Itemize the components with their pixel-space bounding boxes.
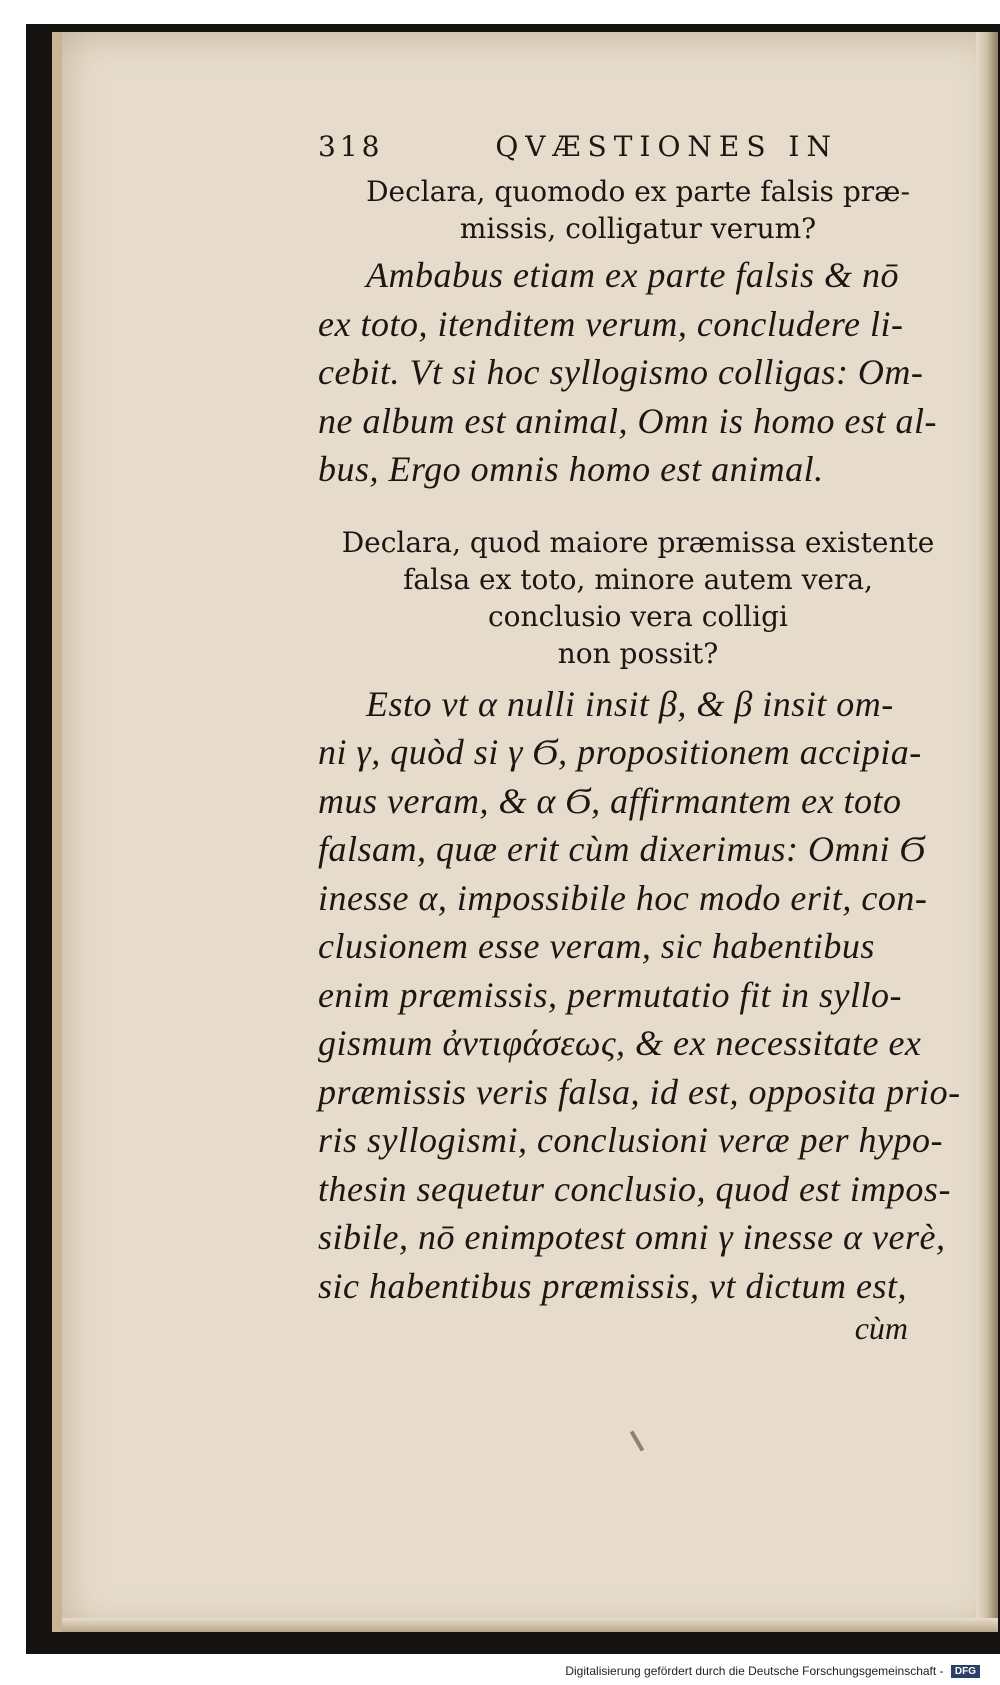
section2-heading <box>318 524 958 672</box>
body-line: sibile, nō enimpotest omni γ inesse α verè, <box>318 1217 946 1257</box>
page-edge-right <box>976 32 998 1632</box>
body-line: Esto vt α nulli insit β, & β insit om- <box>366 683 894 724</box>
body-line: cebit. Vt si hoc syllogismo colligas: Om- <box>318 352 924 392</box>
section1-heading <box>318 173 958 247</box>
body-line: ex toto, itenditem verum, concludere li- <box>318 303 904 344</box>
body-line: ni γ, quòd si γ Ϭ, propositionem accipia- <box>318 732 922 772</box>
running-title: QVÆSTIONES IN <box>495 130 838 163</box>
heading-line: conclusio vera colligi <box>488 599 788 633</box>
catchword: cùm <box>854 1310 908 1346</box>
body-line: mus veram, & α Ϭ, affirmantem ex toto <box>318 780 902 821</box>
body-line: falsam, quæ erit cùm dixerimus: Omni Ϭ <box>318 829 926 869</box>
section2-body <box>318 680 961 1311</box>
body-line: ne album est animal, Omn is homo est al- <box>318 400 937 441</box>
body-line: bus, Ergo omnis homo est animal. <box>318 449 824 489</box>
body-line: thesin sequetur conclusio, quod est impos- <box>318 1168 951 1209</box>
heading-line: Declara, quomodo ex parte falsis præ- <box>366 175 910 208</box>
body-line: inesse α, impossibile hoc modo erit, con- <box>318 877 928 918</box>
running-head <box>318 130 838 163</box>
section1-body <box>318 251 958 494</box>
page-edge-bottom <box>62 1618 998 1632</box>
body-line: clusionem esse veram, sic habentibus <box>318 926 875 966</box>
body-line: præmissis veris falsa, id est, opposita prio- <box>318 1071 961 1112</box>
heading-line: non possit? <box>557 636 719 670</box>
credit-text: Digitalisierung gefördert durch die Deutsche Forschungsgemeinschaft - <box>565 1664 944 1678</box>
page-number: 318 <box>318 130 384 163</box>
page-text <box>318 130 961 1347</box>
body-line: enim præmissis, permutatio fit in syllo- <box>318 974 903 1015</box>
body-line: ris syllogismi, conclusioni veræ per hypo- <box>318 1120 943 1160</box>
body-line: Ambabus etiam ex parte falsis & nō <box>366 255 899 295</box>
heading-line: missis, colligatur verum? <box>459 212 817 245</box>
body-line: gismum ἀντιφάσεως, & ex necessitate ex <box>318 1023 922 1063</box>
heading-line: falsa ex toto, minore autem vera, <box>403 562 873 596</box>
footer-credit <box>560 1664 980 1678</box>
dfg-logo: DFG <box>951 1665 980 1678</box>
heading-line: Declara, quod maiore præmissa existente <box>341 525 935 559</box>
body-line: sic habentibus præmissis, vt dictum est, <box>318 1265 907 1306</box>
